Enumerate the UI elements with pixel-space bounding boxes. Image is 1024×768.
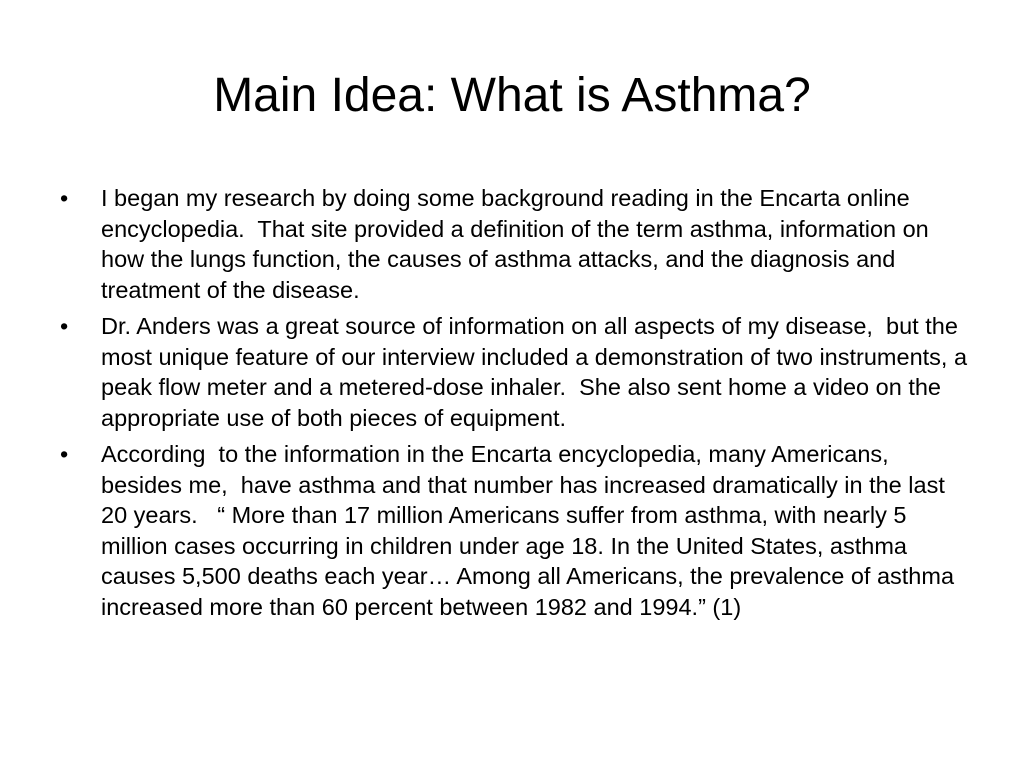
bullet-icon: • bbox=[60, 313, 69, 339]
bullet-icon: • bbox=[60, 185, 69, 211]
bullet-item-interview bbox=[60, 311, 972, 433]
bullet-text: According to the information in the Encarta encyclopedia, many Americans, besides me, have asthma and that number has increased dramatically in the last 20 years. “ More than 17 million Americans suffer from asthma, with nearly 5 million cases occurring in children under age 18. In the United States, asthma causes 5,500 deaths each year… Among all Americans, the prevalence of asthma increased more than 60 percent between 1982 and 1994.” (1) bbox=[101, 441, 961, 620]
bullet-text: Dr. Anders was a great source of information on all aspects of my disease, but the most unique feature of our interview included a demonstration of two instruments, a peak flow meter and a metered-dose inhaler. She also sent home a video on the appropriate use of both pieces of equipment. bbox=[101, 313, 974, 431]
slide-title: Main Idea: What is Asthma? bbox=[213, 69, 811, 122]
bullet-list bbox=[60, 183, 972, 628]
bullet-item-statistics bbox=[60, 439, 972, 622]
bullet-icon: • bbox=[60, 441, 69, 467]
bullet-text: I began my research by doing some background reading in the Encarta online encyclopedia. That site provided a definition of the term asthma, information on how the lungs function, the causes of asthma attacks, and the diagnosis and treatment of the disease. bbox=[101, 185, 936, 303]
bullet-item-research bbox=[60, 183, 972, 305]
